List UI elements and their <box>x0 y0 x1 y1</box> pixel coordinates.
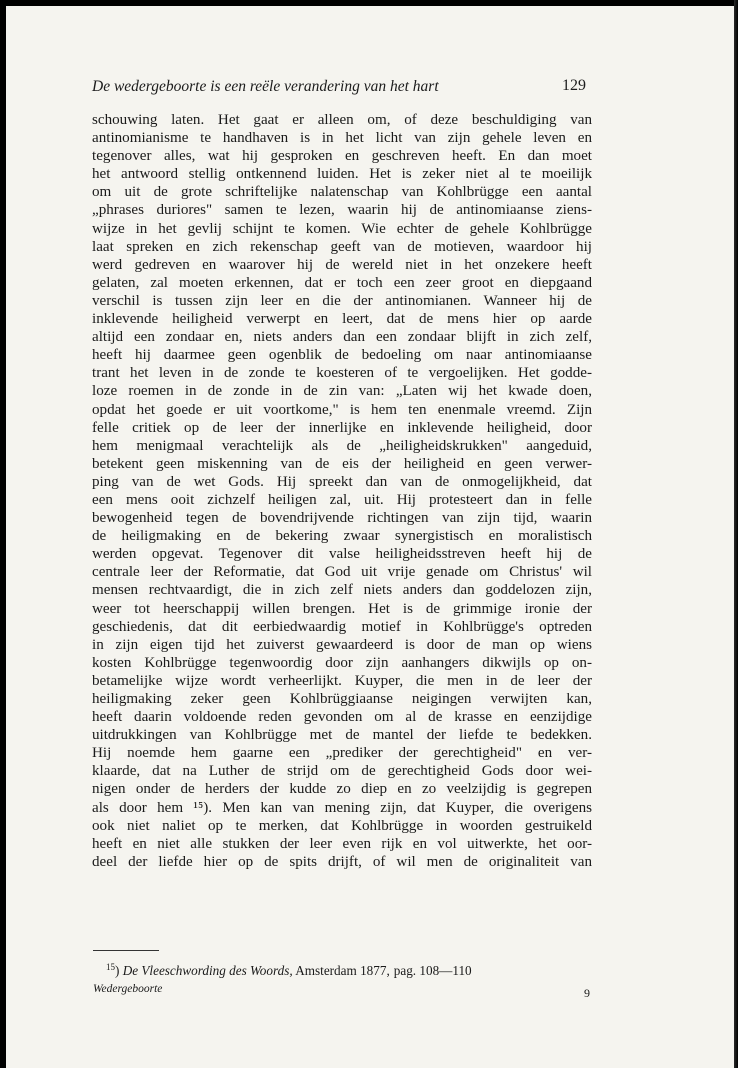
text-line: trant het leven in de zonde te koesteren of te vergoelijken. Het godde- <box>92 365 592 382</box>
text-line: tegenover alles, wat hij gesproken en geschreven heeft. En dan moet <box>92 148 592 165</box>
text-line: hem menigmaal verachtelijk als de „heiligheidskrukken" aangeduid, <box>92 437 592 454</box>
footnote-marker: 15 <box>106 962 115 972</box>
footnote-pages: pag. 108—110 <box>393 963 472 978</box>
text-line: wijze in het gevlij schijnt te komen. Wie echter de gehele Kohlbrügge <box>92 220 592 237</box>
text-line: altijd een zondaar en, niets anders dan een zondaar blijft in zich zelf, <box>92 329 592 346</box>
text-line: opdat het goede er uit voortkome," is hem ten enenmale vreemd. Zijn <box>92 401 592 418</box>
text-line: betamelijke wijze wordt verheerlijkt. Kuyper, die men in de leer der <box>92 672 592 689</box>
text-line: nigen onder de herders der kudde zo diep en zo veelzijdig is gegrepen <box>92 781 592 798</box>
footnote: $^{15}$) De Vleeschwording des Woords, Amsterdam 1877, pag. 108—110 <box>106 962 472 978</box>
text-line: weer tot heerschappij willen brengen. Het is de grimmige ironie der <box>92 600 592 617</box>
text-line: inklevende heiligheid verwerpt en leert, dat de mens hier op aarde <box>92 311 592 328</box>
text-line: werd gedreven en waarover hij de wereld niet in het onzekere heeft <box>92 256 592 273</box>
text-line: schouwing laten. Het gaat er alleen om, of deze beschuldiging van <box>92 112 592 128</box>
text-line: ook niet naliet op te merken, dat Kohlbrügge in woorden gestruikeld <box>92 817 592 834</box>
text-line: felle critiek op de leer der innerlijke en inklevende heiligheid, door <box>92 419 592 436</box>
footnote-divider <box>93 950 159 951</box>
footnote-title: De Vleeschwording des Woords, <box>122 963 293 978</box>
text-line: heiligmaking zeker geen Kohlbrüggiaanse neigingen verwijten kan, <box>92 691 592 707</box>
text-line: klaarde, dat na Luther de strijd om de gerechtigheid Gods door wei- <box>92 763 592 780</box>
book-page <box>6 6 734 1068</box>
text-line: de heiligmaking en de bekering zwaar synergistisch en moralistisch <box>92 528 592 545</box>
text-line: in zijn eigen tijd het zuiverst gewaardeerd is door de man op wiens <box>92 636 592 653</box>
page-number: 129 <box>562 77 586 94</box>
body-text <box>92 111 592 871</box>
text-line: centrale leer der Reformatie, dat God uit vrije genade om Christus' wil <box>92 564 592 581</box>
text-line: heeft daarin voldoende reden gevonden om al de krasse en eenzijdige <box>92 709 592 726</box>
text-line: geschiedenis, dat dit eerbiedwaardig motief in Kohlbrügge's optreden <box>92 618 592 635</box>
text-line: heeft en niet alle stukken der leer even rijk en vol uitwerkte, het oor- <box>92 835 592 852</box>
text-line: verschil is tussen zijn leer en die der antinomianen. Wanneer hij de <box>92 292 592 309</box>
text-line: gelaten, zal moeten erkennen, dat er toch een zeer groot en diepgaand <box>92 274 592 291</box>
text-line: loze roemen in de zonde in de zin van: „Laten wij het kwade doen, <box>92 383 592 400</box>
text-line: mensen rechtvaardigt, die in zich zelf niets anders dan goddelozen zijn, <box>92 582 592 599</box>
text-line: het antwoord stellig ontkennend luiden. Het is zeker niet al te moeilijk <box>92 166 592 183</box>
text-line: betekent geen miskenning van de eis der heiligheid en geen verwer- <box>92 455 592 472</box>
text-line: werden opgevat. Tegenover dit valse heiligheidsstreven heeft hij de <box>92 546 592 563</box>
text-line: als door hem ¹⁵). Men kan van mening zijn, dat Kuyper, die overigens <box>92 799 592 816</box>
signature-label: Wedergeboorte <box>93 983 163 995</box>
text-line: „phrases duriores" samen te lezen, waarin hij de antinomiaanse ziens- <box>92 202 592 219</box>
text-line: laat spreken en zich rekenschap geeft van de motieven, waardoor hij <box>92 238 592 255</box>
text-line: Hij noemde hem gaarne een „prediker der gerechtigheid" en ver- <box>92 745 592 762</box>
page-edge-shadow <box>734 0 738 1068</box>
text-line: kosten Kohlbrügge tegenwoordig door zijn aanhangers dikwijls op on- <box>92 654 592 671</box>
text-line: ping van de wet Gods. Hij spreekt dan van de onmogelijkheid, dat <box>92 473 592 490</box>
text-line: deel der liefde hier op de spits drijft, of wil men de originaliteit van <box>92 853 592 870</box>
text-line: heeft hij daarmee geen ogenblik de bedoeling om naar antinomiaanse <box>92 347 592 364</box>
footnote-imprint: Amsterdam 1877, <box>292 963 390 978</box>
text-line: uitdrukkingen van Kohlbrügge met de mantel der liefde te bedekken. <box>92 727 592 744</box>
text-line: een mens ooit zichzelf heiligen zal, uit. Hij protesteert dan in felle <box>92 491 592 508</box>
text-line: bewogenheid tegen de bovendrijvende richtingen van zijn tijd, waarin <box>92 510 592 527</box>
sheet-number: 9 <box>584 986 590 1000</box>
text-line: antinomianisme te handhaven is in het licht van zijn gehele leven en <box>92 130 592 147</box>
running-title: De wedergeboorte is een reële verandering van het hart <box>92 78 439 95</box>
text-line: om uit de grote schriftelijke nalatenschap van Kohlbrügge een aantal <box>92 184 592 201</box>
